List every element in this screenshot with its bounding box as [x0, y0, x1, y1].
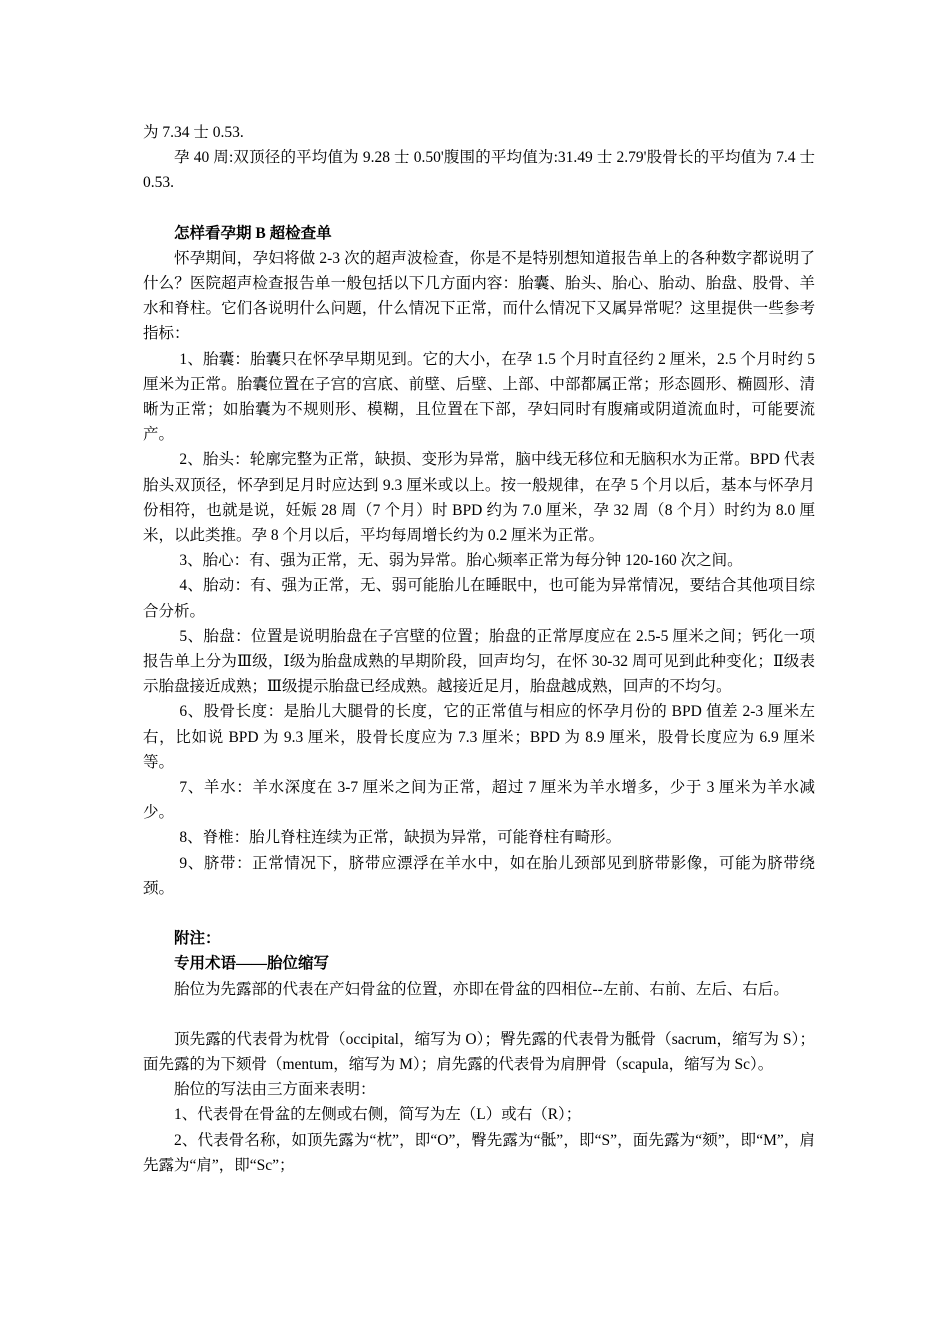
- paragraph-intro: 怀孕期间，孕妇将做 2-3 次的超声波检查，你是不是特别想知道报告单上的各种数字都说明了什么？医院超声检查报告单一般包括以下几方面内容：胎囊、胎头、胎心、胎动、胎盘、股骨、羊水和脊柱。它们各说明什么问题，什么情况下正常，而什么情况下又属异常呢？这里提供一些参考指标：: [143, 249, 815, 343]
- section-title-b-ultrasound: 怎样看孕期 B 超检查单: [174, 224, 332, 242]
- list-item-femur-length: 6、股骨长度：是胎儿大腿骨的长度，它的正常值与相应的怀孕月份的 BPD 值差 2-3 厘米左右，比如说 BPD 为 9.3 厘米，股骨长度应为 7.3 厘米；BPD 为 8.9 厘米，股骨长度应为 6.9 厘米等。: [143, 703, 815, 771]
- term-title: 专用术语——胎位缩写: [174, 955, 330, 973]
- list-item-umbilical-cord: 9、脐带：正常情况下，脐带应漂浮在羊水中，如在胎儿颈部见到脐带影像，可能为脐带绕颈。: [143, 854, 815, 897]
- note-title: 附注：: [174, 930, 221, 948]
- spacer: [143, 901, 815, 926]
- list-item-placenta: 5、胎盘：位置是说明胎盘在子宫壁的位置；胎盘的正常厚度应在 2.5-5 厘米之间；钙化一项报告单上分为Ⅲ级，Ⅰ级为胎盘成熟的早期阶段，回声均匀，在怀 30-32 周可见到此种变化；Ⅱ级表示胎盘接近成熟；Ⅲ级提示胎盘已经成熟。越接近足月，胎盘越成熟，回声的不均匀。: [143, 627, 815, 696]
- paragraph-continuation: 为 7.34 士 0.53.: [143, 124, 244, 141]
- list-item-method-1: 1、代表骨在骨盆的左侧或右侧，简写为左（L）或右（R）；: [174, 1106, 582, 1124]
- list-item-spine: 8、脊椎：胎儿脊柱连续为正常，缺损为异常，可能脊柱有畸形。: [179, 829, 622, 847]
- list-item-amniotic-fluid: 7、羊水：羊水深度在 3-7 厘米之间为正常，超过 7 厘米为羊水增多，少于 3 厘米为羊水减少。: [143, 779, 815, 822]
- list-item-gestational-sac: 1、胎囊：胎囊只在怀孕早期见到。它的大小，在孕 1.5 个月时直径约 2 厘米，2.5 个月时约 5 厘米为正常。胎囊位置在子宫的宫底、前壁、后壁、上部、中部都属正常；形态圆形、椭圆形、清晰为正常；如胎囊为不规则形、模糊，且位置在下部，孕妇同时有腹痛或阴道流血时，可能要流产。: [143, 350, 815, 444]
- paragraph-week40: 孕 40 周:双顶径的平均值为 9.28 士 0.50'腹围的平均值为:31.49 士 2.79'股骨长的平均值为 7.4 士 0.53.: [143, 149, 815, 192]
- list-item-fetal-heart: 3、胎心：有、强为正常，无、弱为异常。胎心频率正常为每分钟 120-160 次之间。: [179, 552, 743, 570]
- paragraph-definition: 胎位为先露部的代表在产妇骨盆的位置，亦即在骨盆的四相位--左前、右前、左后、右后。: [174, 980, 789, 998]
- document-page: [143, 120, 815, 1178]
- spacer: [143, 1002, 815, 1027]
- paragraph-abbreviations: 顶先露的代表骨为枕骨（occipital，缩写为 O）；臀先露的代表骨为骶骨（sacrum，缩写为 S）；面先露的为下颏骨（mentum，缩写为 M）；肩先露的代表骨为肩胛骨（scapula，缩写为 Sc）。: [143, 1030, 815, 1073]
- paragraph-method-intro: 胎位的写法由三方面来表明：: [174, 1081, 376, 1099]
- list-item-fetal-head: 2、胎头：轮廓完整为正常，缺损、变形为异常，脑中线无移位和无脑积水为正常。BPD 代表胎头双顶径，怀孕到足月时应达到 9.3 厘米或以上。按一般规律，在孕 5 个月以后，基本与怀孕月份相符，也就是说，妊娠 28 周（7 个月）时 BPD 约为 7.0 厘米，孕 32 周（8 个月）时约为 8.0 厘米，以此类推。孕 8 个月以后，平均每周增长约为 0.2 厘米为正常。: [143, 451, 815, 545]
- spacer: [143, 196, 815, 221]
- list-item-method-2: 2、代表骨名称，如顶先露为“枕”，即“O”，臀先露为“骶”，即“S”，面先露为“颏”，即“M”，肩先露为“肩”，即“Sc”；: [143, 1131, 815, 1174]
- list-item-fetal-movement: 4、胎动：有、强为正常，无、弱可能胎儿在睡眠中，也可能为异常情况，要结合其他项目综合分析。: [143, 577, 815, 620]
